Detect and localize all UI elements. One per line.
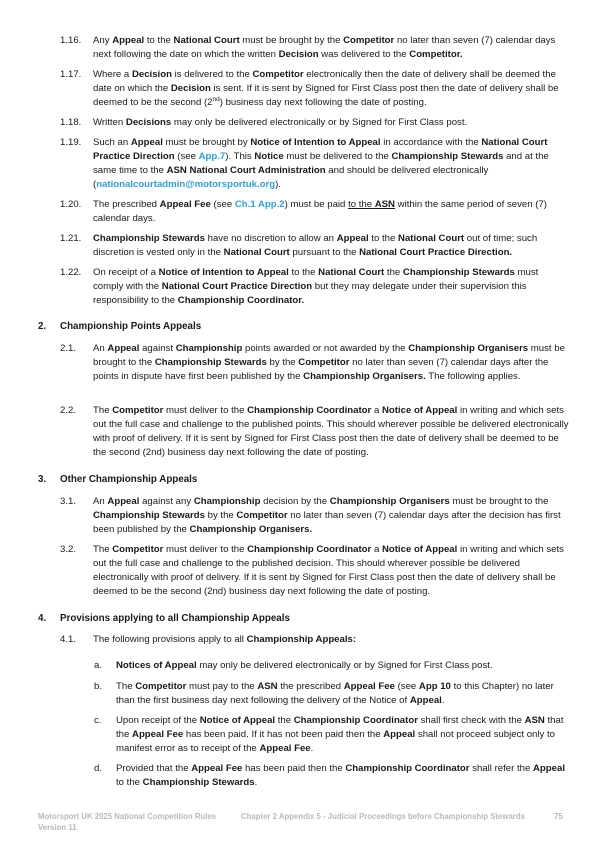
clause-text: Written Decisions may only be delivered electronically or by Signed for First Class post. <box>93 117 468 128</box>
app-7-link[interactable]: App.7 <box>198 151 226 162</box>
list-item-c <box>94 714 570 756</box>
list-item-a <box>94 659 570 673</box>
clause-1-21 <box>60 232 570 260</box>
clause-text: Such an Appeal must be brought by Notice of Intention to Appeal in accordance with the National Court Practice Direction (see App.7). This Notice must be delivered to the Championship Stewards and at the same time to the ASN National Court Administration and should be delivered electronically (nationalcourtadmin@motorsportuk.org). <box>93 137 549 190</box>
clause-number: 1.18. <box>60 117 82 128</box>
list-item-text: Notices of Appeal may only be delivered electronically or by Signed for First Class post. <box>116 660 493 671</box>
clause-3-1 <box>60 495 570 537</box>
footer-page-number: 75 <box>554 812 563 821</box>
clause-1-18 <box>60 116 570 130</box>
clause-3-2 <box>60 543 570 599</box>
clause-number: 3.2. <box>60 544 77 555</box>
clause-text: On receipt of a Notice of Intention to Appeal to the National Court the Championship Stewards must comply with the National Court Practice Direction but they may delegate under their supervision this responsibility to the Championship Coordinator. <box>93 267 539 306</box>
clause-number: 1.17. <box>60 69 82 80</box>
clause-1-22 <box>60 266 570 308</box>
list-item-d <box>94 762 570 790</box>
list-item-b <box>94 680 570 708</box>
clause-number: 1.19. <box>60 137 82 148</box>
clause-number: 1.22. <box>60 267 82 278</box>
footer-rules-title: Motorsport UK 2025 National Competition Rules Version 11 <box>38 812 217 832</box>
clause-text: The following provisions apply to all Championship Appeals: <box>93 634 357 645</box>
clause-1-17 <box>60 68 570 110</box>
list-item-text: Provided that the Appeal Fee has been paid then the Championship Coordinator shall refer the Appeal to the Championship Stewards. <box>116 763 565 788</box>
footer-chapter-title: Chapter 2 Appendix 5 - Judicial Proceedings before Championship Stewards <box>241 812 525 821</box>
list-letter: a. <box>94 660 103 671</box>
clause-2-2 <box>60 404 570 460</box>
clause-number: 2.2. <box>60 405 77 416</box>
clause-1-19 <box>60 136 570 192</box>
section-heading-2: 2. Championship Points Appeals <box>38 321 202 332</box>
list-item-text: Upon receipt of the Notice of Appeal the Championship Coordinator shall first check with the ASN that the Appeal Fee has been paid. If it has not been paid then the Appeal shall not proceed subject only to manifest error as to receipt of the Appeal Fee. <box>116 715 564 754</box>
clause-number: 1.16. <box>60 35 82 46</box>
clause-number: 2.1. <box>60 343 77 354</box>
clause-text: The prescribed Appeal Fee (see Ch.1 App.2) must be paid to the ASN within the same period of seven (7) calendar days. <box>93 199 547 224</box>
clause-4-1 <box>60 633 570 647</box>
email-link[interactable]: nationalcourtadmin@motorsportuk.org <box>96 179 276 190</box>
section-heading-4: 4. Provisions applying to all Championship Appeals <box>38 613 290 624</box>
list-letter: c. <box>94 715 102 726</box>
ch1-app2-link[interactable]: Ch.1 App.2 <box>234 199 285 210</box>
clause-text: The Competitor must deliver to the Championship Coordinator a Notice of Appeal in writing and which sets out the full case and challenge to the published points. This should wherever possible be delivered electronically with proof of delivery. If it is sent by Signed for First Class post then the date of delivery shall be deemed to be the second (2nd) business day next following the date of posting. <box>93 405 569 458</box>
clause-text: The Competitor must deliver to the Championship Coordinator a Notice of Appeal in writing and which sets out the full case and challenge to the published decision. This should wherever possible be delivered electronically with proof of delivery. If it is sent by Signed for First Class post then the date of delivery shall be deemed to be the second (2nd) business day next following the date of posting. <box>93 544 564 597</box>
clause-number: 1.21. <box>60 233 82 244</box>
clause-text: Any Appeal to the National Court must be brought by the Competitor no later than seven (7) calendar days next following the date on which the written Decision was delivered to the Competitor. <box>93 35 556 60</box>
clause-text: An Appeal against any Championship decision by the Championship Organisers must be brought to the Championship Stewards by the Competitor no later than seven (7) calendar days after the decision has first been published by the Championship Organisers. <box>93 496 561 535</box>
section-heading-3: 3. Other Championship Appeals <box>38 474 198 485</box>
clause-1-16 <box>60 34 570 62</box>
list-item-text: The Competitor must pay to the ASN the prescribed Appeal Fee (see App 10 to this Chapter) no later than the first business day next following the delivery of the Notice of Appeal. <box>116 681 554 706</box>
clause-number: 4.1. <box>60 634 77 645</box>
clause-number: 3.1. <box>60 496 77 507</box>
clause-text: Where a Decision is delivered to the Competitor electronically then the date of delivery shall be deemed the date on which the Decision is sent. If it is sent by Signed for First Class post then the date of delivery shall be deemed to be the second (2nd) business day next following the date of posting. <box>93 69 559 108</box>
clause-2-1 <box>60 342 570 384</box>
clause-number: 1.20. <box>60 199 82 210</box>
clause-text: Championship Stewards have no discretion to allow an Appeal to the National Court out of time; such discretion is vested only in the National Court pursuant to the National Court Practice Direction. <box>93 233 538 258</box>
clause-text: An Appeal against Championship points awarded or not awarded by the Championship Organisers must be brought to the Championship Stewards by the Competitor no later than seven (7) calendar days after the points in dispute have first been published by the Championship Organisers. The following applies. <box>93 343 565 382</box>
list-letter: b. <box>94 681 103 692</box>
clause-1-20 <box>60 198 570 226</box>
list-letter: d. <box>94 763 103 774</box>
